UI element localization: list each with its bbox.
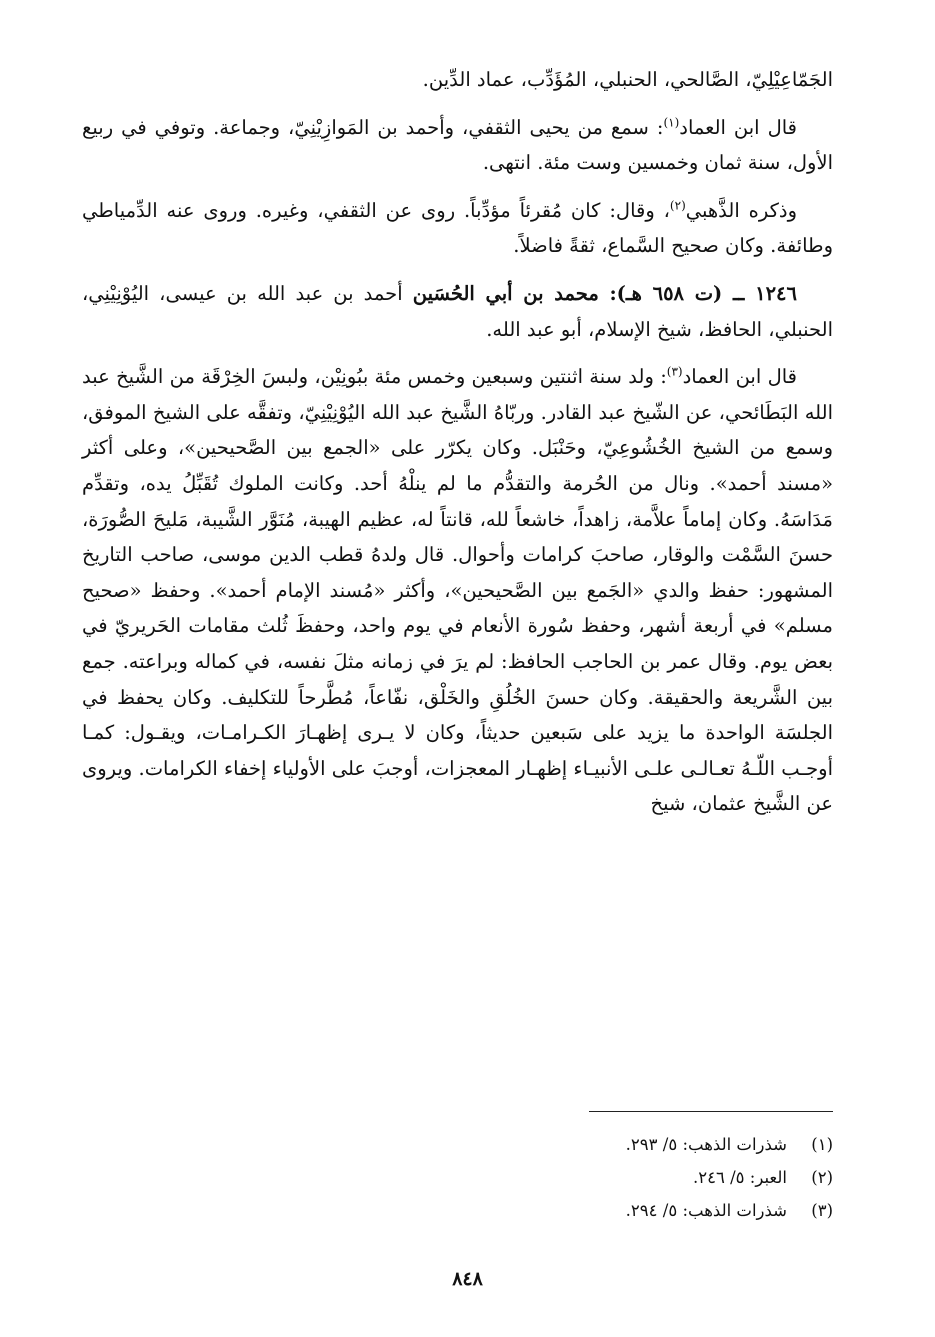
footnote-2 [300, 1161, 833, 1194]
paragraph-continuation: الجَمّاعِيْلِيّ، الصَّالحي، الحنبلي، المُؤَدِّب، عماد الدِّين. [422, 68, 833, 91]
footnote-ref-2: (٢) [669, 198, 686, 213]
footnote-text: العبر: ٥/ ٢٤٦. [693, 1168, 787, 1187]
footnote-divider [589, 1111, 833, 1112]
entry-1246: ١٢٤٦ ــ (ت ٦٥٨ هـ): محمد بن أبي الحُسَين أحمد بن عبد الله بن عيسى، اليُوْنِيْنِي، الحنبلي، الحافظ، شيخ الإسلام، أبو عبد الله. [82, 281, 833, 341]
footnote-1 [300, 1128, 833, 1161]
page-number: ٨٤٨ [452, 1268, 483, 1290]
footnote-number: (٣) [811, 1201, 833, 1220]
footnote-number: (١) [811, 1135, 833, 1154]
paragraph-ibn-al-imad-1: قال ابن العماد$^{(١)}$: سمع من يحيى الثقفي، وأحمد بن المَوازِيْنِيّ، وجماعة. وتوفي في ربيع الأول، سنة ثمان وخمسين وست مئة. انتهى. [82, 115, 833, 175]
paragraph-ibn-al-imad-3: قال ابن العماد$^{(٣)}$: ولد سنة اثنتين وسبعين وخمس مئة ببُونِيْن، ولبسَ الخِرْقَة من الشَّيخ عبد الله البَطَائحي، عن الشّيخ عبد القادر. وربّاهُ الشَّيخ عبد الله اليُوْنِيْنِيّ، وتفقَّه على الشيخ الموفق، وسمع من الشيخ الخُشُوعِيّ، وحَنْبَل. وكان يكرّر على «الجمع بين الصَّحيحين»، وعلى أكثر «مسند أحمد». ونال من الحُرمة والتقدُّم ما لم ينلْهُ أحد. وكانت الملوك تُقَبِّلُ يده، وتقدِّم مَدَاسَهُ. وكان إماماً علاَّمة، زاهداً، خاشعاً لله، قانتاً له، عظيم الهيبة، مُنَوَّر الشَّيبة، مَليحَ الصُّورَة، حسنَ السَّمْت والوقار، صاحبَ كرامات وأحوال. قال ولدهُ قطب الدين موسى، صاحب التاريخ المشهور: حفظ والدي «الجَمع بين الصَّحيحين»، وأكثر «مُسند الإمام أحمد». وحفظ «صحيح مسلم» في أربعة أشهر، وحفظ سُورة الأنعام في يوم واحد، وحفظَ ثُلث مقامات الحَريريّ في بعض يوم. وقال عمر بن الحاجب الحافظ: لم يرَ في زمانه مثلَ نفسه، في كماله وبراعته. جمع بين الشَّريعة والحقيقة. وكان حسنَ الخُلُقِ والخَلْق، نفّاعاً، مُطَّرحاً للتكليف. وكان يحفظ في الجلسَة الواحدة ما يزيد على سَبعين حديثاً، وكان لا يـرى إظهـارَ الكـرامـات، ويقـول: كمـا أوجـب اللّـهُ تعـالـى علـى الأنبيـاء إظهـار المعجزات، أوجبَ على الأولياء إخفاء الكرامات. ويروى عن الشَّيخ عثمان، شيخ [82, 364, 833, 816]
footnote-3 [300, 1194, 833, 1227]
paragraph-dhahabi: وذكره الذَّهبي$^{(٢)}$، وقال: كان مُقرئاً مؤدِّباً. روى عن الثقفي، وغيره. وروى عنه الدِّمياطي وطائفة. وكان صحيح السَّماع، ثقةً فاضلاً. [82, 198, 833, 258]
footnote-number: (٢) [811, 1168, 833, 1187]
footnotes [300, 1128, 833, 1227]
footnote-text: شذرات الذهب: ٥/ ٢٩٣. [625, 1135, 787, 1154]
footnote-ref-1: (١) [663, 115, 680, 130]
main-text [82, 62, 833, 834]
footnote-text: شذرات الذهب: ٥/ ٢٩٤. [625, 1201, 787, 1220]
entry-heading: ١٢٤٦ ــ (ت ٦٥٨ هـ): محمد بن أبي الحُسَين [412, 281, 797, 305]
footnote-ref-3: (٣) [666, 364, 683, 379]
